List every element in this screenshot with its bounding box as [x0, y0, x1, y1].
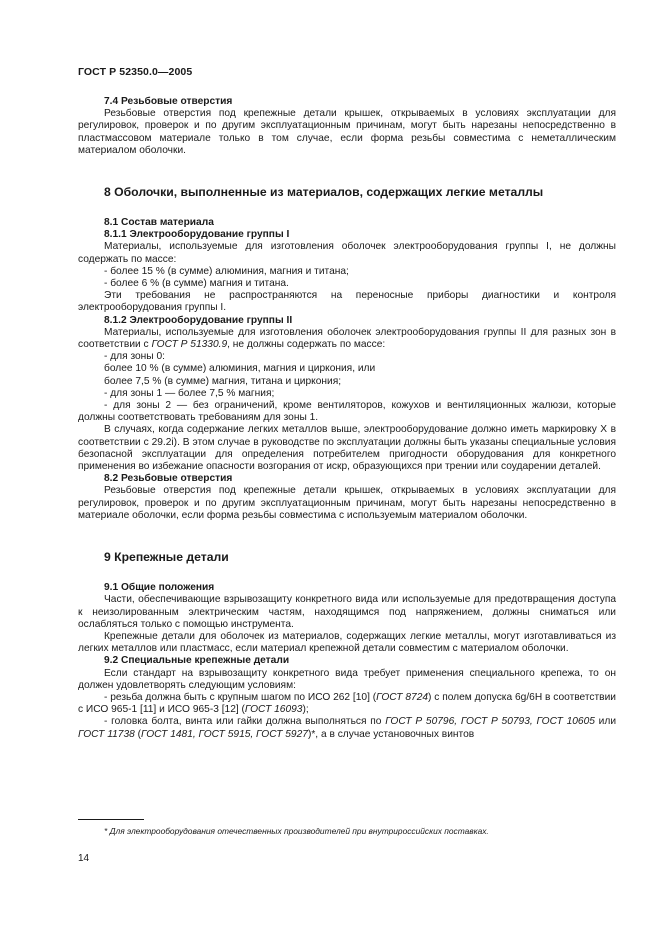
group1-item-1: - более 15 % (в сумме) алюминия, магния и титана; — [104, 265, 349, 277]
group1-paragraph: Материалы, используемые для изготовления оболочек электрооборудования группы I, не должны содержать по массе: — [78, 241, 616, 265]
group1-item-2: - более 6 % (в сумме) магния и титана. — [104, 278, 289, 290]
zone0-condition-b: более 7,5 % (в сумме) магния, титана и циркония; — [104, 375, 342, 387]
section-8-title: 8 Оболочки, выполненные из материалов, содержащих легкие металлы — [104, 185, 544, 200]
standard-reference: ГОСТ 8724 — [376, 691, 429, 703]
section-9-1-heading: 9.1 Общие положения — [104, 582, 215, 594]
section-9-title: 9 Крепежные детали — [104, 550, 229, 565]
section-9-1-paragraph-1: Части, обеспечивающие взрывозащиту конкретного вида или используемые для предотвращения доступа к неизолированным электрическим частям, находящимся под напряжением, должны сниматься или ослабляться только с помощью инструмента. — [78, 594, 616, 630]
section-8-1-2-heading: 8.1.2 Электрооборудование группы II — [104, 314, 293, 326]
page-number: 14 — [78, 853, 90, 864]
footnote-divider — [78, 819, 144, 820]
section-7-4-heading: 7.4 Резьбовые отверстия — [104, 96, 233, 107]
document-header: ГОСТ Р 52350.0—2005 — [78, 66, 193, 78]
thread-requirement-item: - резьба должна быть с крупным шагом по ИСО 262 [10] (ГОСТ 8724) с полем допуска 6g/6H в соответствии с ИСО 965-1 [11] и ИСО 965-3 [12] (ГОСТ 16093); — [78, 691, 616, 716]
standard-reference: ГОСТ Р 50796, ГОСТ Р 50793, ГОСТ 10605 — [385, 716, 595, 728]
standard-reference: ГОСТ 11738 — [78, 728, 135, 740]
section-9-1-paragraph-2: Крепежные детали для оболочек из материалов, содержащих легкие металлы, могут изготавливаться из легких металлов или пластмасс, если материал крепежной детали совместим с материалом оболочки. — [78, 630, 616, 655]
section-9-2-paragraph: Если стандарт на взрывозащиту конкретного вида требует применения специального крепежа, то он должен удовлетворять следующим условиям: — [78, 667, 616, 691]
section-7-4-paragraph: Резьбовые отверстия под крепежные детали крышек, открываемых в условиях эксплуатации для регулировок, проверок и по другим эксплуатационным причинам, могут быть нарезаны непосредственно в пластмассовом материале только в том случае, если форма резьбы совместима с неметаллическим материалом оболочки. — [78, 108, 616, 156]
zone1-item: - для зоны 1 — более 7,5 % магния; — [104, 387, 275, 399]
portable-devices-paragraph: Эти требования не распространяются на переносные приборы диагностики и контроля электрооборудования группы I. — [78, 290, 616, 314]
zone0-condition-a: более 10 % (в сумме) алюминия, магния и циркония, или — [104, 363, 376, 375]
standard-reference: ГОСТ 16093 — [244, 704, 303, 716]
zone2-item: - для зоны 2 — без ограничений, кроме вентиляторов, кожухов и вентиляционных жалюзи, которые должны соответствовать требованиям для зоны 1. — [78, 400, 616, 424]
marking-paragraph: В случаях, когда содержание легких металлов выше, электрооборудование должно иметь маркировку X в соответствии с 29.2i). В этом случае в руководстве по эксплуатации должны быть указаны специальные условия безопасной эксплуатации для определения потребителем пригодности оборудования для конкретного применения во избежание опасности возгорания от искр, образующихся при трении или соударении деталей. — [78, 424, 616, 473]
section-8-1-1-heading: 8.1.1 Электрооборудование группы I — [104, 229, 290, 241]
standard-reference: ГОСТ 1481, ГОСТ 5915, ГОСТ 5927 — [141, 728, 308, 740]
section-8-1-heading: 8.1 Состав материала — [104, 217, 214, 229]
zone0-item: - для зоны 0: — [104, 351, 165, 363]
footnote: * Для электрооборудования отечественных производителей при внутрироссийских поставках. — [104, 826, 489, 836]
section-8-2-paragraph: Резьбовые отверстия под крепежные детали крышек, открываемых в условиях эксплуатации для регулировок, проверок и по другим эксплуатационным причинам, могут быть нарезаны непосредственно в материале оболочки, если форма резьбы совместима с используемым материалом оболочки. — [78, 485, 616, 521]
section-9-2-heading: 9.2 Специальные крепежные детали — [104, 655, 290, 667]
standard-reference: ГОСТ Р 51330.9 — [151, 339, 228, 351]
page-content — [78, 96, 616, 741]
head-requirement-item: - головка болта, винта или гайки должна выполняться по ГОСТ Р 50796, ГОСТ Р 50793, ГОСТ 10605 или ГОСТ 11738 (ГОСТ 1481, ГОСТ 5915, ГОСТ 5927)*, а в случае установочных винтов — [78, 716, 617, 740]
group2-paragraph: Материалы, используемые для изготовления оболочек электрооборудования группы II для разных зон в соответствии с ГОСТ Р 51330.9, не должны содержать по массе: — [78, 326, 616, 351]
section-8-2-heading: 8.2 Резьбовые отверстия — [104, 473, 233, 485]
